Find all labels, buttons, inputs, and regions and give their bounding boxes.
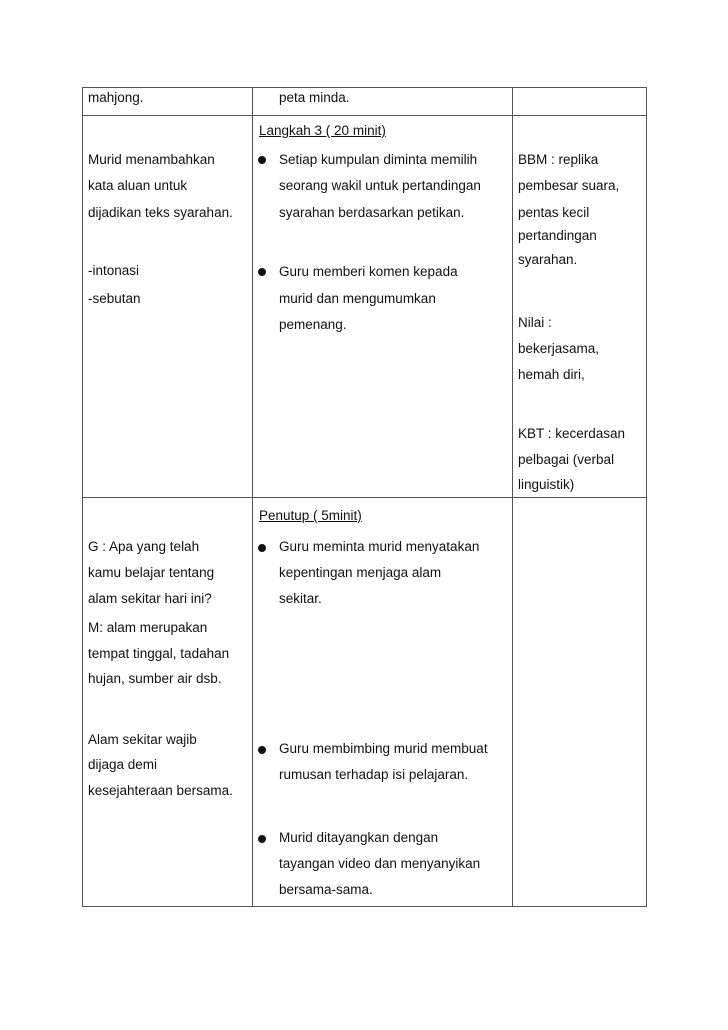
bullet-text: Guru membimbing murid membuat [279, 741, 488, 756]
bullet-text: seorang wakil untuk pertandingan [279, 178, 481, 193]
bullet-icon [258, 544, 266, 552]
bbm-line: pentas kecil [518, 205, 590, 220]
bullet-icon [258, 746, 266, 754]
question-line: alam sekitar hari ini? [88, 591, 212, 606]
nilai-line: hemah diri, [518, 367, 585, 382]
row2-note-line: -sebutan [88, 291, 141, 306]
bbm-line: BBM : replika [518, 152, 599, 167]
bullet-icon [258, 835, 266, 843]
kbt-line: linguistik) [518, 477, 575, 492]
closing-heading: Penutup ( 5minit) [259, 508, 362, 523]
bullet-text: Guru meminta murid menyatakan [279, 539, 480, 554]
question-line: kamu belajar tentang [88, 565, 215, 580]
row2-activity-line: dijadikan teks syarahan. [88, 205, 233, 220]
answer-line: hujan, sumber air dsb. [88, 671, 222, 686]
nilai-line: bekerjasama, [518, 341, 600, 356]
bullet-text: bersama-sama. [279, 882, 373, 897]
kbt-line: KBT : kecerdasan [518, 426, 626, 441]
table-border-right [646, 87, 647, 907]
bullet-text: Setiap kumpulan diminta memilih [279, 152, 478, 167]
column-divider-2 [512, 87, 513, 907]
step-heading: Langkah 3 ( 20 minit) [259, 123, 386, 138]
answer-line: M: alam merupakan [88, 620, 208, 635]
bbm-line: pertandingan [518, 228, 597, 243]
bullet-icon [258, 156, 266, 164]
table-border-bottom [82, 906, 647, 907]
bullet-text: sekitar. [279, 591, 322, 606]
bbm-line: syarahan. [518, 252, 578, 267]
bullet-text: kepentingan menjaga alam [279, 565, 442, 580]
conclusion-line: dijaga demi [88, 757, 158, 772]
conclusion-line: Alam sekitar wajib [88, 732, 197, 747]
row-divider-1 [82, 115, 647, 116]
bullet-text: Guru memberi komen kepada [279, 264, 458, 279]
bullet-text: syarahan berdasarkan petikan. [279, 205, 465, 220]
row1-col1-text: mahjong. [88, 90, 144, 105]
conclusion-line: kesejahteraan bersama. [88, 783, 233, 798]
column-divider-1 [252, 87, 253, 907]
answer-line: tempat tinggal, tadahan [88, 646, 230, 661]
kbt-line: pelbagai (verbal [518, 452, 615, 467]
table-border-top [82, 87, 647, 88]
table-border-left [82, 87, 83, 907]
bullet-text: tayangan video dan menyanyikan [279, 856, 481, 871]
bullet-icon [258, 268, 266, 276]
bullet-text: murid dan mengumumkan [279, 291, 436, 306]
row1-col2-text: peta minda. [279, 90, 350, 105]
row2-activity-line: Murid menambahkan [88, 152, 215, 167]
bullet-text: Murid ditayangkan dengan [279, 830, 439, 845]
row2-activity-line: kata aluan untuk [88, 178, 188, 193]
row2-note-line: -intonasi [88, 263, 140, 278]
question-line: G : Apa yang telah [88, 539, 200, 554]
row-divider-2 [82, 497, 647, 498]
bullet-text: pemenang. [279, 317, 347, 332]
bullet-text: rumusan terhadap isi pelajaran. [279, 767, 469, 782]
bbm-line: pembesar suara, [518, 178, 620, 193]
nilai-line: Nilai : [518, 315, 552, 330]
